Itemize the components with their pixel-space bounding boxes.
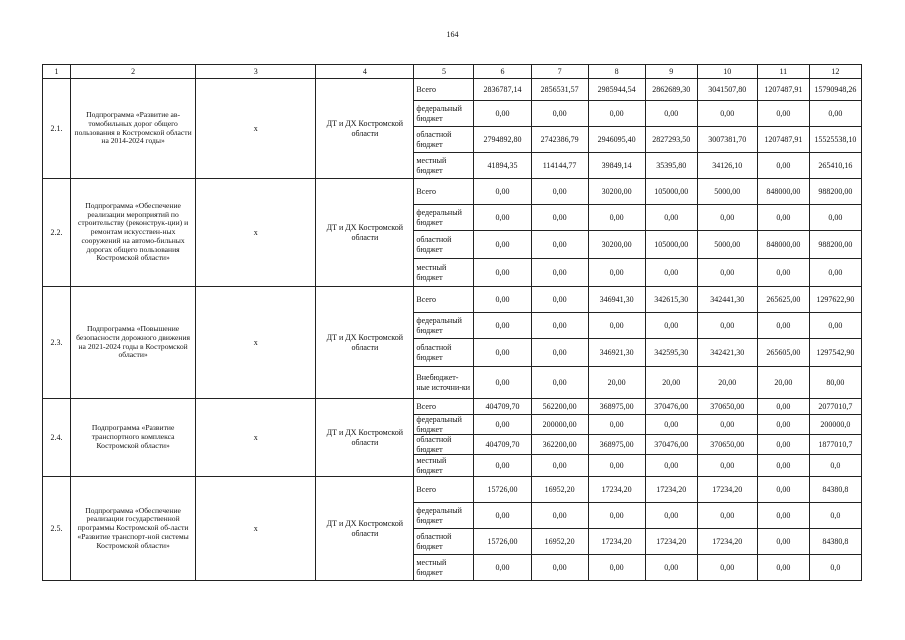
value-cell: 0,00	[757, 529, 809, 555]
value-cell: 0,00	[531, 101, 588, 127]
table-body	[43, 65, 862, 581]
value-cell: 0,00	[697, 259, 757, 287]
value-cell: 2862689,30	[645, 79, 697, 101]
row-number: 2.2.	[43, 179, 71, 287]
column-header-12: 12	[809, 65, 861, 79]
value-cell: 265605,00	[757, 339, 809, 367]
value-cell: 17234,20	[588, 477, 645, 503]
value-cell: 3041507,80	[697, 79, 757, 101]
value-cell: 848000,00	[757, 231, 809, 259]
value-cell: 15726,00	[474, 529, 531, 555]
value-cell: 5000,00	[697, 179, 757, 205]
table-row	[43, 399, 862, 415]
value-cell: 16952,20	[531, 529, 588, 555]
page-number: 164	[446, 30, 459, 39]
funding-source: Всего	[414, 287, 474, 313]
value-cell: 988200,00	[809, 179, 861, 205]
value-cell: 0,00	[757, 313, 809, 339]
value-cell: 0,00	[531, 205, 588, 231]
value-cell: 0,00	[531, 455, 588, 477]
value-cell: 342595,30	[645, 339, 697, 367]
value-cell: 0,00	[474, 231, 531, 259]
value-cell: 0,00	[588, 503, 645, 529]
table-row	[43, 179, 862, 205]
value-cell: 0,00	[531, 231, 588, 259]
value-cell: 30200,00	[588, 179, 645, 205]
value-cell: 0,0	[809, 555, 861, 581]
value-cell: 0,00	[474, 179, 531, 205]
value-cell: 0,00	[474, 205, 531, 231]
value-cell: 84380,8	[809, 529, 861, 555]
funding-source: федеральный бюджет	[414, 503, 474, 529]
value-cell: 30200,00	[588, 231, 645, 259]
value-cell: 0,00	[588, 205, 645, 231]
value-cell: 20,00	[697, 367, 757, 399]
value-cell: 17234,20	[645, 477, 697, 503]
value-cell: 1877010,7	[809, 435, 861, 455]
value-cell: 0,00	[474, 415, 531, 435]
row-number: 2.1.	[43, 79, 71, 179]
value-cell: 105000,00	[645, 179, 697, 205]
column-3-mark: х	[196, 179, 316, 287]
value-cell: 0,00	[588, 555, 645, 581]
header-row	[43, 65, 862, 79]
table-row	[43, 287, 862, 313]
value-cell: 0,00	[531, 179, 588, 205]
column-header-5: 5	[414, 65, 474, 79]
value-cell: 0,00	[531, 503, 588, 529]
value-cell: 0,00	[645, 101, 697, 127]
budget-table	[42, 64, 862, 581]
value-cell: 346921,30	[588, 339, 645, 367]
value-cell: 17234,20	[645, 529, 697, 555]
value-cell: 0,0	[809, 455, 861, 477]
value-cell: 0,00	[757, 259, 809, 287]
value-cell: 0,00	[588, 455, 645, 477]
value-cell: 0,00	[757, 435, 809, 455]
funding-source: Всего	[414, 477, 474, 503]
value-cell: 0,00	[531, 287, 588, 313]
funding-source: областной бюджет	[414, 529, 474, 555]
subprogram-name: Подпрограмма «Обеспечение реализации мероприятий по строительству (реконструк-ции) и ремонтам искусствен-ных сооружений на автомо-бильных дорогах общего пользования Костромской области»	[71, 179, 196, 287]
value-cell: 34126,10	[697, 153, 757, 179]
value-cell: 0,00	[697, 415, 757, 435]
funding-source: местный бюджет	[414, 555, 474, 581]
value-cell: 0,00	[531, 555, 588, 581]
value-cell: 265625,00	[757, 287, 809, 313]
column-header-11: 11	[757, 65, 809, 79]
table-row	[43, 79, 862, 101]
value-cell: 3007381,70	[697, 127, 757, 153]
value-cell: 0,00	[757, 205, 809, 231]
value-cell: 0,00	[531, 259, 588, 287]
value-cell: 0,00	[474, 313, 531, 339]
column-3-mark: х	[196, 79, 316, 179]
row-number: 2.5.	[43, 477, 71, 581]
value-cell: 0,00	[757, 153, 809, 179]
row-number: 2.4.	[43, 399, 71, 477]
funding-source: Всего	[414, 79, 474, 101]
value-cell: 368975,00	[588, 399, 645, 415]
value-cell: 346941,30	[588, 287, 645, 313]
value-cell: 0,00	[474, 455, 531, 477]
value-cell: 15726,00	[474, 477, 531, 503]
value-cell: 0,00	[757, 101, 809, 127]
value-cell: 0,0	[809, 503, 861, 529]
value-cell: 0,00	[697, 555, 757, 581]
executor: ДТ и ДХ Костромской области	[316, 477, 414, 581]
value-cell: 0,00	[645, 555, 697, 581]
value-cell: 0,00	[588, 313, 645, 339]
value-cell: 0,00	[697, 455, 757, 477]
value-cell: 2985944,54	[588, 79, 645, 101]
value-cell: 16952,20	[531, 477, 588, 503]
column-header-7: 7	[531, 65, 588, 79]
column-3-mark: х	[196, 399, 316, 477]
value-cell: 0,00	[474, 287, 531, 313]
value-cell: 0,00	[697, 101, 757, 127]
executor: ДТ и ДХ Костромской области	[316, 79, 414, 179]
column-header-9: 9	[645, 65, 697, 79]
value-cell: 342615,30	[645, 287, 697, 313]
column-3-mark: х	[196, 477, 316, 581]
funding-source: областной бюджет	[414, 127, 474, 153]
value-cell: 0,00	[809, 313, 861, 339]
value-cell: 105000,00	[645, 231, 697, 259]
value-cell: 5000,00	[697, 231, 757, 259]
value-cell: 848000,00	[757, 179, 809, 205]
value-cell: 0,00	[697, 503, 757, 529]
subprogram-name: Подпрограмма «Развитие транспортного комплекса Костромской области»	[71, 399, 196, 477]
value-cell: 0,00	[697, 205, 757, 231]
value-cell: 0,00	[531, 313, 588, 339]
value-cell: 17234,20	[588, 529, 645, 555]
value-cell: 114144,77	[531, 153, 588, 179]
funding-source: областной бюджет	[414, 339, 474, 367]
value-cell: 20,00	[757, 367, 809, 399]
value-cell: 0,00	[757, 555, 809, 581]
executor: ДТ и ДХ Костромской области	[316, 399, 414, 477]
value-cell: 1297542,90	[809, 339, 861, 367]
value-cell: 0,00	[645, 503, 697, 529]
value-cell: 0,00	[757, 455, 809, 477]
value-cell: 0,00	[645, 455, 697, 477]
value-cell: 15525538,10	[809, 127, 861, 153]
value-cell: 0,00	[474, 339, 531, 367]
value-cell: 0,00	[531, 367, 588, 399]
value-cell: 2794892,80	[474, 127, 531, 153]
value-cell: 0,00	[588, 259, 645, 287]
value-cell: 562200,00	[531, 399, 588, 415]
value-cell: 17234,20	[697, 477, 757, 503]
value-cell: 0,00	[809, 101, 861, 127]
column-header-2: 2	[71, 65, 196, 79]
value-cell: 20,00	[588, 367, 645, 399]
value-cell: 2856531,57	[531, 79, 588, 101]
column-header-1: 1	[43, 65, 71, 79]
column-header-8: 8	[588, 65, 645, 79]
table-row	[43, 477, 862, 503]
column-header-4: 4	[316, 65, 414, 79]
value-cell: 0,00	[757, 415, 809, 435]
value-cell: 0,00	[474, 101, 531, 127]
value-cell: 370476,00	[645, 435, 697, 455]
column-header-6: 6	[474, 65, 531, 79]
value-cell: 41894,35	[474, 153, 531, 179]
value-cell: 2827293,50	[645, 127, 697, 153]
value-cell: 20,00	[645, 367, 697, 399]
row-number: 2.3.	[43, 287, 71, 399]
value-cell: 0,00	[474, 367, 531, 399]
value-cell: 1207487,91	[757, 127, 809, 153]
value-cell: 17234,20	[697, 529, 757, 555]
value-cell: 404709,70	[474, 399, 531, 415]
value-cell: 0,00	[474, 503, 531, 529]
value-cell: 1297622,90	[809, 287, 861, 313]
value-cell: 0,00	[645, 205, 697, 231]
value-cell: 988200,00	[809, 231, 861, 259]
value-cell: 342421,30	[697, 339, 757, 367]
value-cell: 2836787,14	[474, 79, 531, 101]
funding-source: областной бюджет	[414, 435, 474, 455]
value-cell: 0,00	[757, 503, 809, 529]
value-cell: 0,00	[697, 313, 757, 339]
funding-source: федеральный бюджет	[414, 313, 474, 339]
funding-source: федеральный бюджет	[414, 101, 474, 127]
funding-source: Внебюджет-ные источни-ки	[414, 367, 474, 399]
funding-source: федеральный бюджет	[414, 205, 474, 231]
column-3-mark: х	[196, 287, 316, 399]
value-cell: 200000,0	[809, 415, 861, 435]
value-cell: 0,00	[531, 339, 588, 367]
value-cell: 0,00	[474, 555, 531, 581]
funding-source: Всего	[414, 179, 474, 205]
value-cell: 0,00	[474, 259, 531, 287]
funding-source: федеральный бюджет	[414, 415, 474, 435]
value-cell: 342441,30	[697, 287, 757, 313]
value-cell: 2742386,79	[531, 127, 588, 153]
value-cell: 404709,70	[474, 435, 531, 455]
funding-source: областной бюджет	[414, 231, 474, 259]
value-cell: 265410,16	[809, 153, 861, 179]
value-cell: 0,00	[809, 259, 861, 287]
value-cell: 0,00	[757, 477, 809, 503]
funding-source: местный бюджет	[414, 455, 474, 477]
value-cell: 200000,00	[531, 415, 588, 435]
subprogram-name: Подпрограмма «Обеспечение реализации государственной программы Костромской об-ласти «Развитие транспорт-ной системы Костромской области»	[71, 477, 196, 581]
subprogram-name: Подпрограмма «Повышение безопасности дорожного движения на 2021-2024 годы в Костромской области»	[71, 287, 196, 399]
value-cell: 0,00	[588, 101, 645, 127]
value-cell: 370650,00	[697, 399, 757, 415]
value-cell: 84380,8	[809, 477, 861, 503]
value-cell: 0,00	[757, 399, 809, 415]
column-header-10: 10	[697, 65, 757, 79]
funding-source: местный бюджет	[414, 153, 474, 179]
value-cell: 0,00	[588, 415, 645, 435]
value-cell: 362200,00	[531, 435, 588, 455]
value-cell: 2946095,40	[588, 127, 645, 153]
value-cell: 0,00	[809, 205, 861, 231]
value-cell: 368975,00	[588, 435, 645, 455]
executor: ДТ и ДХ Костромской области	[316, 179, 414, 287]
value-cell: 0,00	[645, 313, 697, 339]
value-cell: 80,00	[809, 367, 861, 399]
funding-source: местный бюджет	[414, 259, 474, 287]
value-cell: 35395,80	[645, 153, 697, 179]
value-cell: 370476,00	[645, 399, 697, 415]
value-cell: 370650,00	[697, 435, 757, 455]
column-header-3: 3	[196, 65, 316, 79]
value-cell: 39849,14	[588, 153, 645, 179]
value-cell: 1207487,91	[757, 79, 809, 101]
value-cell: 2077010,7	[809, 399, 861, 415]
funding-source: Всего	[414, 399, 474, 415]
value-cell: 0,00	[645, 259, 697, 287]
subprogram-name: Подпрограмма «Развитие ав-томобильных дорог общего пользования в Костромской области на 2014-2024 годы»	[71, 79, 196, 179]
value-cell: 0,00	[645, 415, 697, 435]
value-cell: 15790948,26	[809, 79, 861, 101]
executor: ДТ и ДХ Костромской области	[316, 287, 414, 399]
